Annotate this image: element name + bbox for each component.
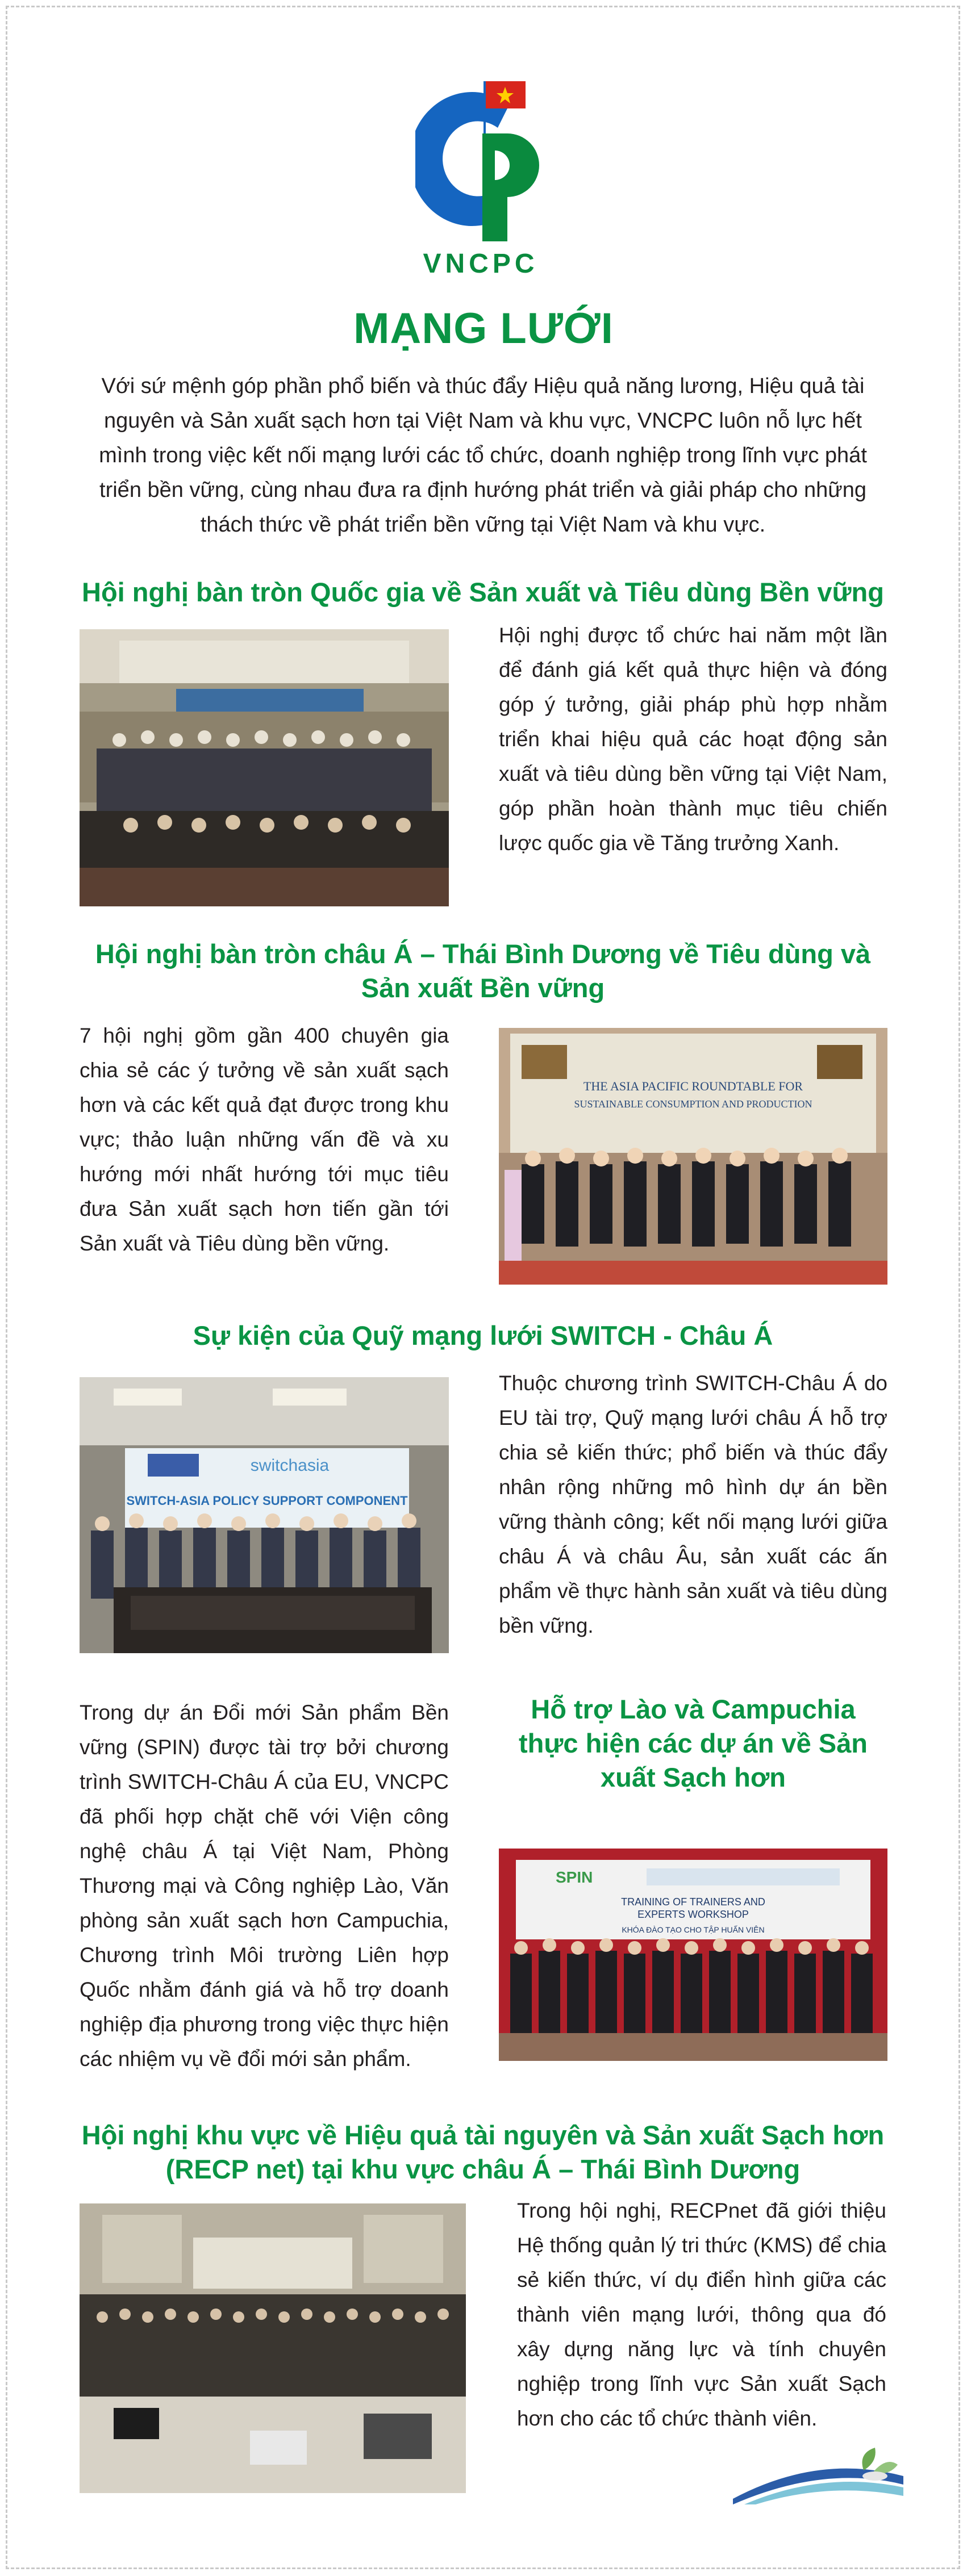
banner-4-line2: EXPERTS WORKSHOP xyxy=(637,1909,749,1920)
photo-recpnet xyxy=(80,2203,466,2493)
banner-4-brand: SPIN xyxy=(556,1868,593,1886)
photo-asia-pacific-roundtable xyxy=(499,1028,887,1285)
section-body-laos-cambodia: Trong dự án Đổi mới Sản phẩm Bền vững (SPIN) được tài trợ bởi chương trình SWITCH-Châu Á của EU, VNCPC đã phối hợp chặt chẽ với Viện công nghệ châu Á tại Việt Nam, Phòng Thương mại và Công nghiệp Lào, Văn phòng sản xuất sạch hơn Campuchia, Chương trình Môi trường Liên hợp Quốc nhằm đánh giá và hỗ trợ doanh nghiệp địa phương trong việc thực hiện các nhiệm vụ về đổi mới sản phẩm. xyxy=(80,1701,449,2071)
section-body-national-roundtable: Hội nghị được tổ chức hai năm một lần để đánh giá kết quả thực hiện và đóng góp ý tưởng, giải pháp phù hợp nhằm triển khai hiệu quả các hoạt động sản xuất và tiêu dùng bền vững tại Việt Nam, góp phần hoàn thành mục tiêu chiến lược quốc gia về Tăng trưởng Xanh. xyxy=(499,624,887,855)
banner-2-line1: THE ASIA PACIFIC ROUNDTABLE FOR xyxy=(583,1079,803,1093)
photo-laos-cambodia xyxy=(499,1849,887,2061)
logo-text: VNCPC xyxy=(423,249,539,279)
banner-3-line1: SWITCH-ASIA POLICY SUPPORT COMPONENT xyxy=(126,1494,408,1508)
section-title-national-roundtable: Hội nghị bàn tròn Quốc gia về Sản xuất và Tiêu dùng Bền vững xyxy=(82,577,884,607)
section-title-laos-cambodia: Hỗ trợ Lào và Campuchia thực hiện các dự án về Sản xuất Sạch hơn xyxy=(519,1694,868,1792)
decorative-swoosh xyxy=(733,2431,903,2504)
vncpc-logo xyxy=(415,71,546,281)
intro-paragraph: Với sứ mệnh góp phần phổ biến và thúc đẩy Hiệu quả năng lương, Hiệu quả tài nguyên và Sản xuất sạch hơn tại Việt Nam và khu vực, VNCPC luôn nỗ lực hết mình trong việc kết nối mạng lưới các tổ chức, doanh nghiệp trong lĩnh vực phát triển bền vững, cùng nhau đưa ra định hướng phát triển và giải pháp cho những thách thức về phát triển bền vững tại Việt Nam và khu vực. xyxy=(99,374,867,537)
section-body-asia-pacific-roundtable: 7 hội nghị gồm gần 400 chuyên gia chia sẻ các ý tưởng về sản xuất sạch hơn và các kết quả đạt được trong khu vực; thảo luận những vấn đề và xu hướng mới nhất hướng tới mục tiêu đưa Sản xuất sạch hơn tiến gần tới Sản xuất và Tiêu dùng bền vững. xyxy=(80,1024,449,1255)
banner-4-line1: TRAINING OF TRAINERS AND xyxy=(621,1896,765,1908)
section-body-switch-asia: Thuộc chương trình SWITCH-Châu Á do EU tài trợ, Quỹ mạng lưới châu Á hỗ trợ chia sẻ kiến thức; phổ biến và thúc đẩy nhân rộng những mô hình dự án bền vững thành công; kết nối mạng lưới giữa châu Á và châu Âu, sản xuất các ấn phẩm về thực hành sản xuất và tiêu dùng bền vững. xyxy=(499,1371,887,1637)
logo-mark-icon xyxy=(415,71,546,241)
photo-switch-asia xyxy=(80,1377,449,1653)
banner-3-brand: switchasia xyxy=(250,1456,330,1475)
section-title-recpnet: Hội nghị khu vực về Hiệu quả tài nguyên và Sản xuất Sạch hơn (RECP net) tại khu vực châu Á – Thái Bình Dương xyxy=(81,2120,885,2184)
banner-2-line2: SUSTAINABLE CONSUMPTION AND PRODUCTION xyxy=(574,1098,812,1110)
section-title-switch-asia: Sự kiện của Quỹ mạng lưới SWITCH - Châu Á xyxy=(193,1320,773,1350)
page-title: MẠNG LƯỚI xyxy=(353,304,614,353)
section-body-recpnet: Trong hội nghị, RECPnet đã giới thiệu Hệ thống quản lý tri thức (KMS) để chia sẻ kiến thức, ví dụ điển hình giữa các thành viên mạng lưới, thông qua đó xây dựng năng lực và tính chuyên nghiệp trong lĩnh vực Sản xuất Sạch hơn cho các tổ chức thành viên. xyxy=(517,2199,886,2430)
banner-4-line3: KHÓA ĐÀO TẠO CHO TẬP HUẤN VIÊN xyxy=(622,1925,765,1934)
photo-national-roundtable xyxy=(80,629,449,906)
section-title-asia-pacific-roundtable: Hội nghị bàn tròn châu Á – Thái Bình Dương về Tiêu dùng và Sản xuất Bền vững xyxy=(95,939,871,1003)
